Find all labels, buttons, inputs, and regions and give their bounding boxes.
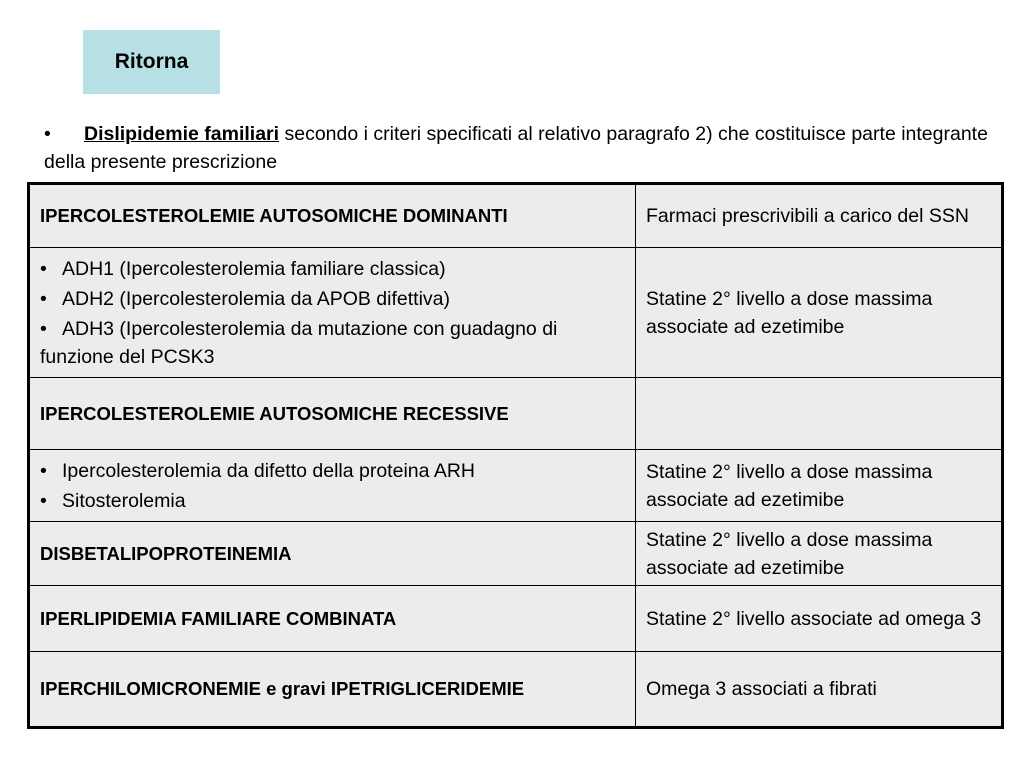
list-item-text: Ipercolesterolemia da difetto della proteina ARH	[62, 459, 475, 482]
row-therapy: Statine 2° livello a dose massima associate ad ezetimibe	[636, 522, 1003, 586]
intro-paragraph	[44, 120, 994, 176]
row-conditions	[29, 248, 636, 378]
bullet-icon: •	[40, 317, 47, 340]
list-item	[40, 315, 625, 371]
list-item	[40, 285, 625, 313]
bullet-icon: •	[40, 257, 47, 280]
row-therapy: Statine 2° livello a dose massima associate ad ezetimibe	[636, 450, 1003, 522]
row-heading: IPERCOLESTEROLEMIE AUTOSOMICHE DOMINANTI	[29, 184, 636, 248]
return-button[interactable]: Ritorna	[83, 30, 220, 94]
intro-term: Dislipidemie familiari	[84, 123, 280, 145]
intro-text: secondo i criteri specificati al relativo paragrafo 2) che costituisce parte integrante della presente prescrizione	[44, 123, 988, 173]
row-therapy: Omega 3 associati a fibrati	[636, 652, 1003, 728]
table-row	[29, 652, 1003, 728]
list-item-text: ADH3 (Ipercolesterolemia da mutazione con guadagno di funzione del PCSK3	[40, 317, 558, 368]
table-row	[29, 248, 1003, 378]
row-heading: IPERCOLESTEROLEMIE AUTOSOMICHE RECESSIVE	[29, 378, 636, 450]
bullet-icon: •	[40, 459, 47, 482]
row-heading: DISBETALIPOPROTEINEMIA	[29, 522, 636, 586]
table-row	[29, 450, 1003, 522]
row-therapy: Statine 2° livello a dose massima associate ad ezetimibe	[636, 248, 1003, 378]
row-heading: IPERLIPIDEMIA FAMILIARE COMBINATA	[29, 586, 636, 652]
therapy-table	[27, 182, 1004, 729]
list-item	[40, 457, 625, 485]
bullet-icon: •	[44, 123, 51, 145]
table-row	[29, 184, 1003, 248]
list-item-text: Sitosterolemia	[62, 489, 186, 512]
list-item	[40, 255, 625, 283]
row-therapy: Statine 2° livello associate ad omega 3	[636, 586, 1003, 652]
list-item-text: ADH1 (Ipercolesterolemia familiare classica)	[62, 257, 446, 280]
bullet-icon: •	[40, 287, 47, 310]
row-conditions	[29, 450, 636, 522]
table-row	[29, 378, 1003, 450]
table-row	[29, 586, 1003, 652]
bullet-icon: •	[40, 489, 47, 512]
table-row	[29, 522, 1003, 586]
list-item	[40, 487, 625, 515]
row-heading: IPERCHILOMICRONEMIE e gravi IPETRIGLICERIDEMIE	[29, 652, 636, 728]
list-item-text: ADH2 (Ipercolesterolemia da APOB difettiva)	[62, 287, 451, 310]
row-therapy	[636, 378, 1003, 450]
row-therapy: Farmaci prescrivibili a carico del SSN	[636, 184, 1003, 248]
